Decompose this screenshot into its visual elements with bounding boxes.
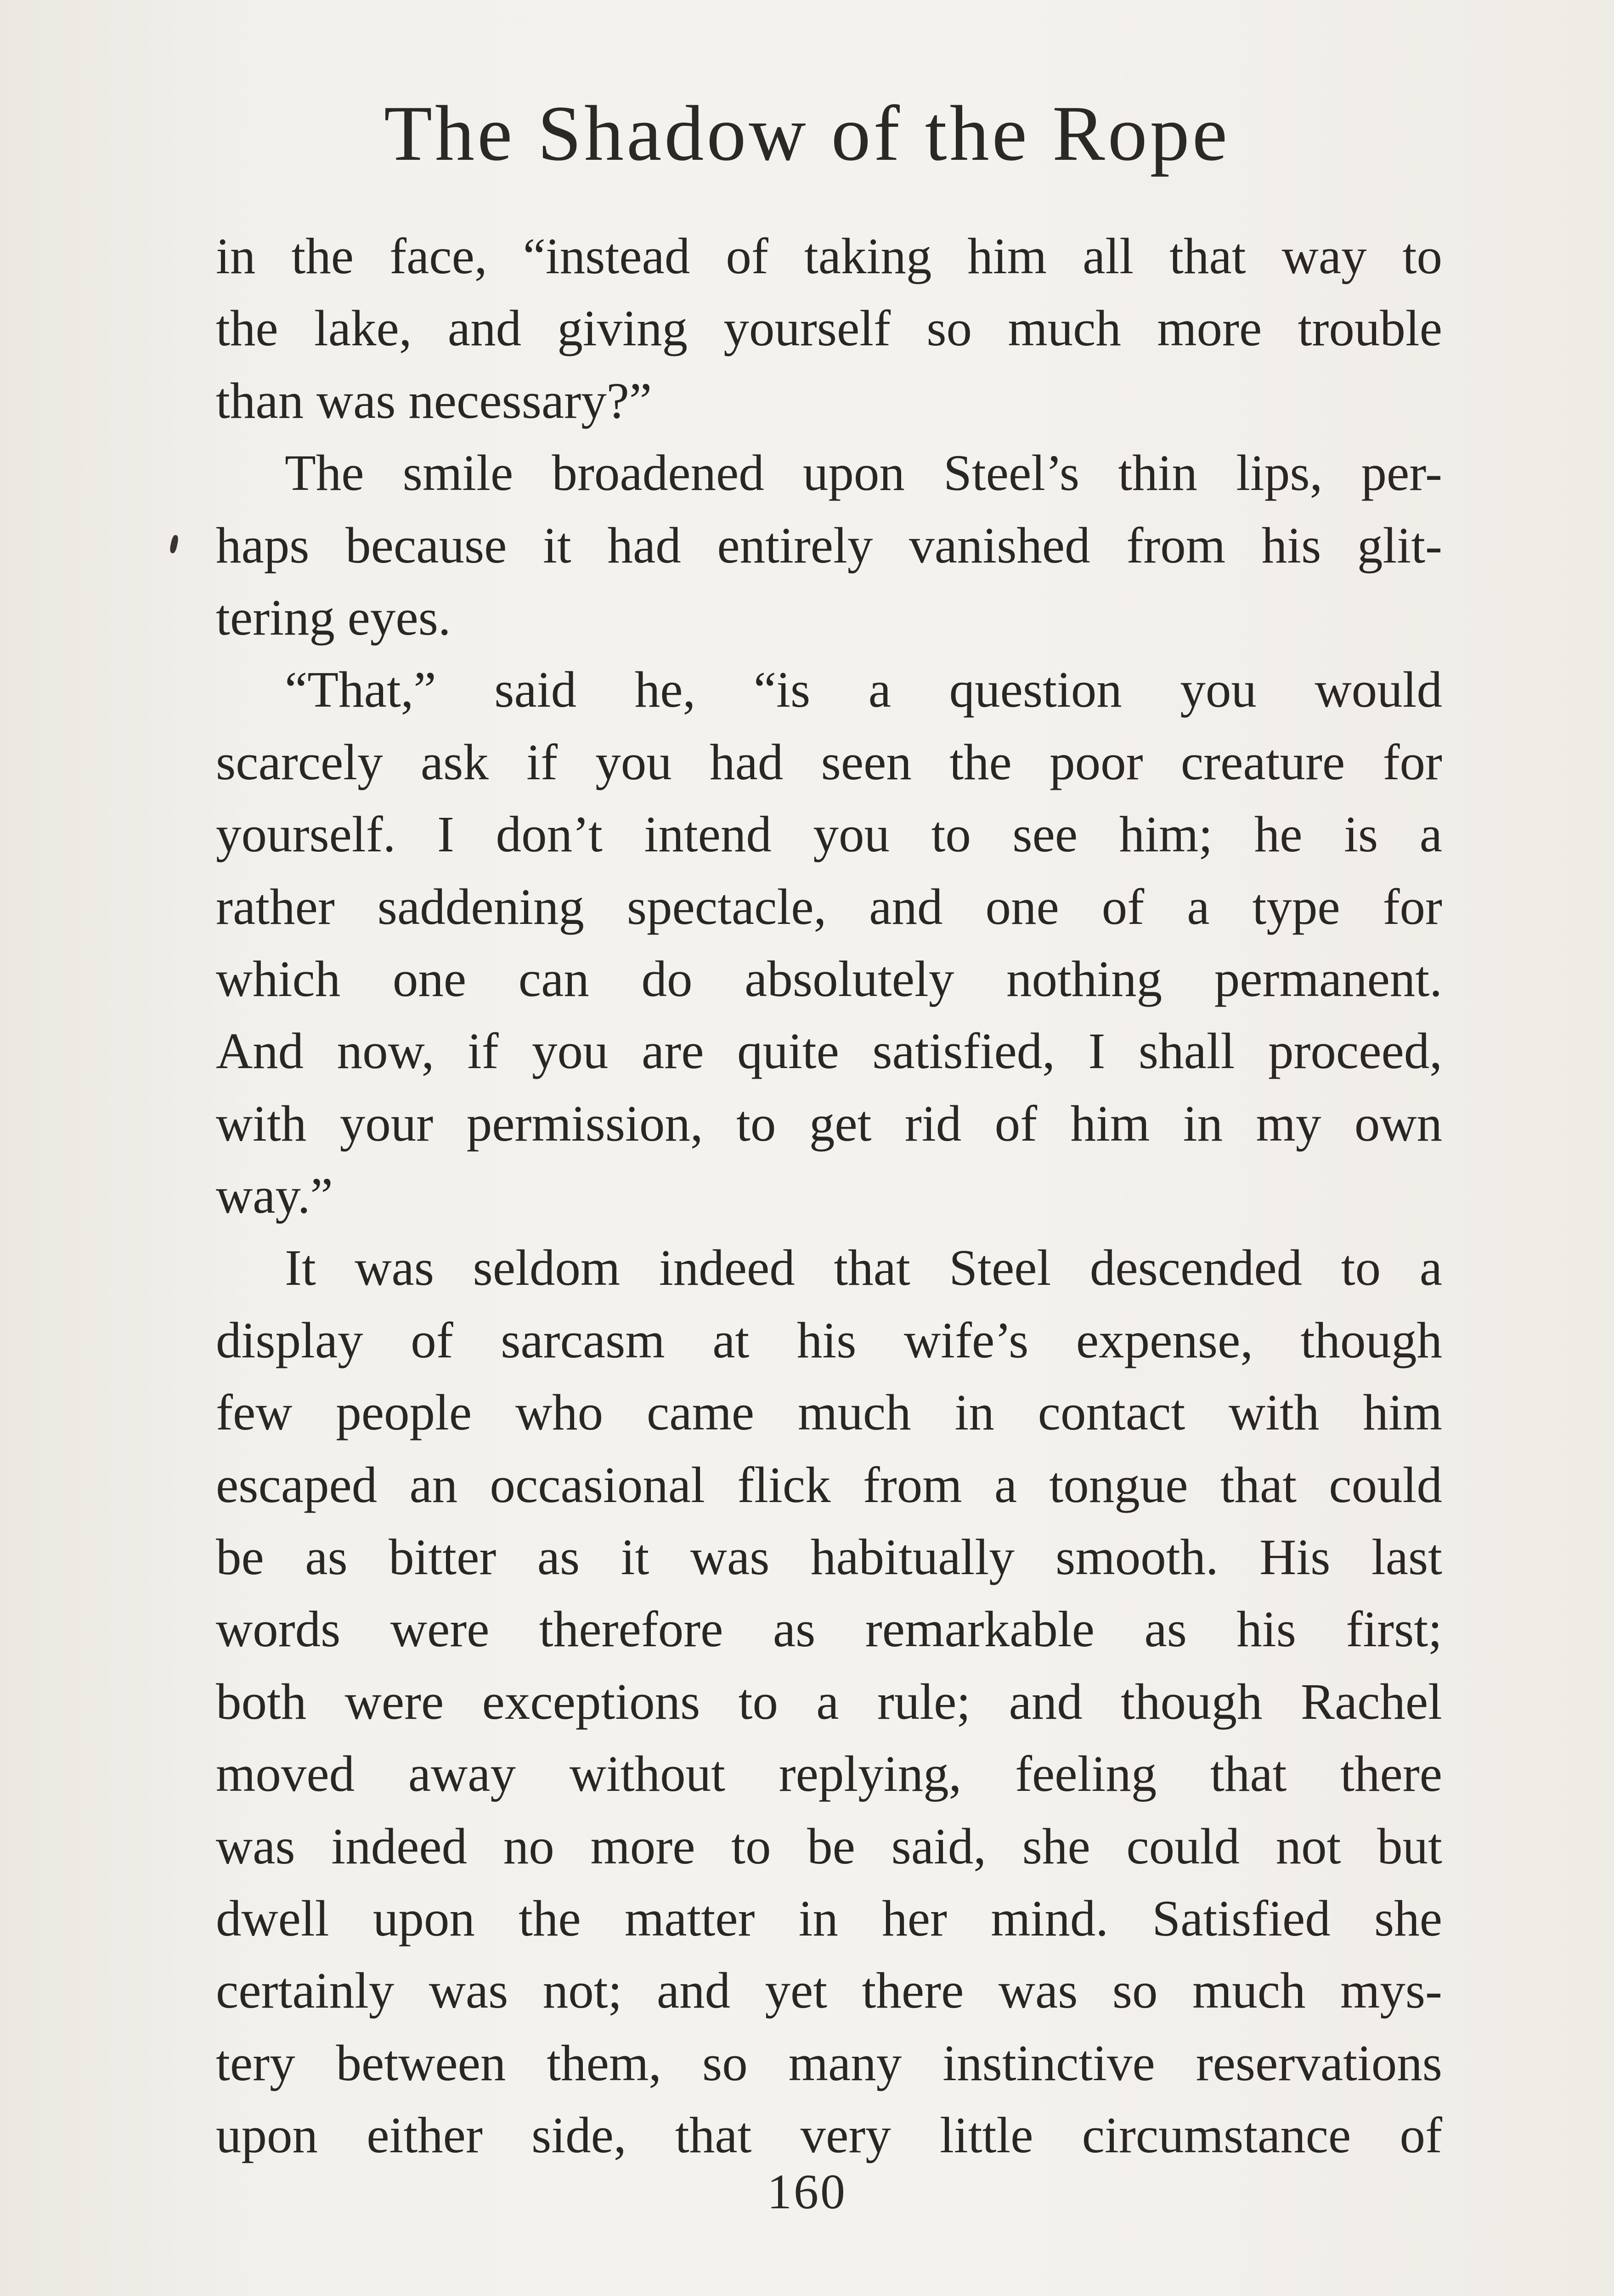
text-line: was indeed no more to be said, she could not but: [216, 1818, 1442, 1875]
text-line: the lake, and giving yourself so much more trouble: [216, 300, 1442, 357]
text-line: escaped an occasional flick from a tongue that could: [216, 1457, 1442, 1514]
text-line: words were therefore as remarkable as his first;: [216, 1601, 1442, 1658]
margin-mark: [169, 535, 179, 554]
text-line: yourself. I don’t intend you to see him; he is a: [216, 806, 1442, 863]
text-line: way.”: [216, 1168, 333, 1225]
text-line: The smile broadened upon Steel’s thin lips, per-: [285, 445, 1442, 502]
text-line: dwell upon the matter in her mind. Satisfied she: [216, 1890, 1442, 1947]
text-line: And now, if you are quite satisfied, I shall proceed,: [216, 1023, 1442, 1080]
running-head: The Shadow of the Rope: [384, 90, 1230, 177]
text-line: scarcely ask if you had seen the poor creature for: [216, 734, 1442, 791]
text-line: than was necessary?”: [216, 372, 652, 429]
text-line: which one can do absolutely nothing permanent.: [216, 951, 1442, 1007]
text-line: certainly was not; and yet there was so much mys-: [216, 1963, 1442, 2020]
text-line: moved away without replying, feeling that there: [216, 1746, 1442, 1803]
text-line: few people who came much in contact with him: [216, 1384, 1442, 1441]
text-line: tering eyes.: [216, 589, 451, 646]
text-line: be as bitter as it was habitually smooth. His last: [216, 1529, 1442, 1586]
text-line: haps because it had entirely vanished from his glit-: [216, 517, 1442, 574]
page-number: 160: [767, 2165, 847, 2219]
text-line: display of sarcasm at his wife’s expense, though: [216, 1312, 1442, 1369]
body-text: [216, 220, 1442, 2172]
text-line: in the face, “instead of taking him all that way to: [216, 228, 1442, 285]
text-line: tery between them, so many instinctive reservations: [216, 2035, 1442, 2092]
text-line: both were exceptions to a rule; and though Rachel: [216, 1673, 1442, 1730]
text-line: It was seldom indeed that Steel descended to a: [285, 1240, 1442, 1297]
text-line: upon either side, that very little circumstance of: [216, 2107, 1442, 2164]
text-line: with your permission, to get rid of him in my own: [216, 1095, 1442, 1152]
text-line: “That,” said he, “is a question you would: [285, 662, 1442, 719]
text-line: rather saddening spectacle, and one of a type for: [216, 878, 1442, 935]
